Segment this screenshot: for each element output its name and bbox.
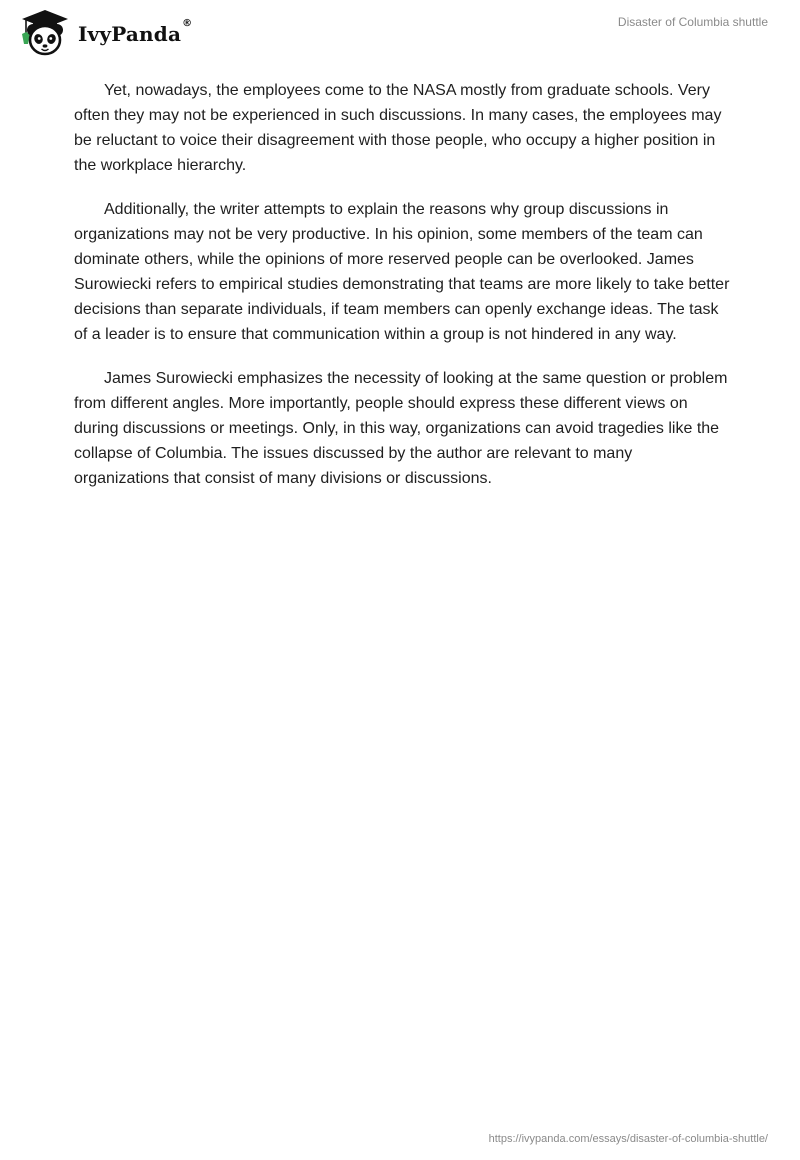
brand-logo[interactable] — [16, 8, 192, 58]
source-url-link[interactable]: https://ivypanda.com/essays/disaster-of-columbia-shuttle/ — [488, 1133, 768, 1145]
panda-graduate-logo-icon — [16, 8, 74, 58]
running-title: Disaster of Columbia shuttle — [617, 15, 768, 29]
paragraph-1: Yet, nowadays, the employees come to the NASA mostly from graduate schools. Very often they may not be experienced in such discussions. In many cases, the employees may be reluctant to voice their disagreement with those people, who occupy a higher position in the workplace hierarchy. — [74, 82, 722, 174]
registered-mark: ® — [182, 18, 193, 29]
essay-body — [74, 78, 730, 510]
brand-name: IvyPanda® — [78, 18, 193, 46]
page-header — [0, 0, 800, 60]
paragraph-3: James Surowiecki emphasizes the necessity of looking at the same question or problem from different angles. More importantly, people should express these different views on during discussions or meetings. Only, in this way, organizations can avoid tragedies like the collapse of Columbia. The issues discussed by the author are relevant to many organizations that consist of many divisions or discussions. — [74, 370, 728, 487]
paragraph-2: Additionally, the writer attempts to explain the reasons why group discussions in organizations may not be very productive. In his opinion, some members of the team can dominate others, while the opinions of more reserved people can be overlooked. James Surowiecki refers to empirical studies demonstrating that teams are more likely to take better decisions than separate individuals, if team members can openly exchange ideas. The task of a leader is to ensure that communication within a group is not hindered in any way. — [74, 201, 730, 343]
